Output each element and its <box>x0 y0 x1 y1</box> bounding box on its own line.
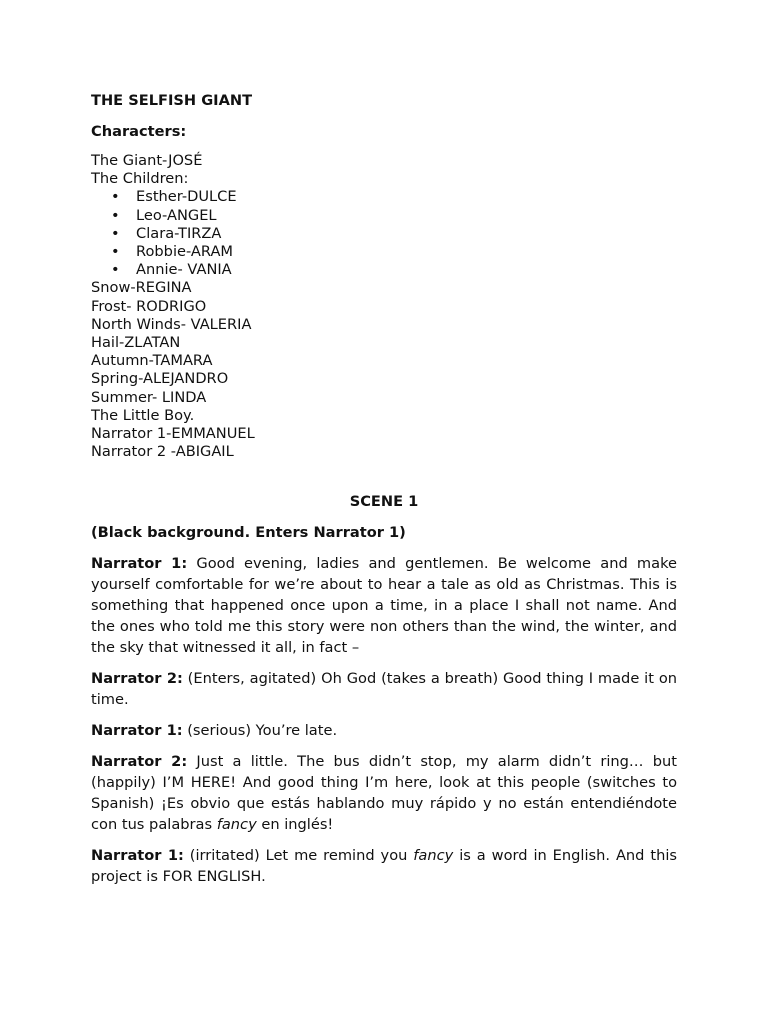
cast-line-children-label: The Children: <box>91 170 189 188</box>
cast-line: Summer- LINDA <box>91 388 207 406</box>
scene-heading: SCENE 1 <box>349 493 419 511</box>
script-page <box>91 90 677 897</box>
child-role: Robbie-ARAM <box>136 243 234 261</box>
cast-line: Narrator 1-EMMANUEL <box>91 425 255 443</box>
bullet-icon: • <box>111 224 120 242</box>
list-item <box>91 225 677 243</box>
cast-line: Autumn-TAMARA <box>91 352 213 370</box>
cast-line-giant: The Giant-JOSÉ <box>91 152 203 169</box>
cast-line: The Little Boy. <box>91 406 195 424</box>
speaker-name: Narrator 2: <box>91 753 188 771</box>
list-item <box>91 261 677 279</box>
dialogue-text: is a word in English. And this project is FOR ENGLISH. <box>91 847 677 886</box>
child-role: Annie- VANIA <box>136 261 232 279</box>
child-role: Clara-TIRZA <box>136 224 222 242</box>
document-title: THE SELFISH GIANT <box>91 92 253 109</box>
cast-line: North Winds- VALERIA <box>91 315 252 333</box>
dialogue-line <box>91 751 677 835</box>
bullet-icon: • <box>111 206 120 224</box>
bullet-icon: • <box>111 188 120 206</box>
dialogue-emphasis: fancy <box>216 816 257 834</box>
dialogue-emphasis: fancy <box>413 847 454 865</box>
characters-heading: Characters: <box>91 123 187 140</box>
dialogue-text: Good evening, ladies and gentlemen. Be welcome and make yourself comfortable for we’re about to hear a tale as old as Christmas. This is something that happened once upon a time, in a place I shall not name. And the ones who told me this story were non others than the wind, the winter, and the sky that witnessed it all, in fact – <box>91 555 678 657</box>
dialogue-text: (serious) You’re late. <box>182 722 338 740</box>
speaker-name: Narrator 1: <box>91 847 184 865</box>
list-item <box>91 188 677 206</box>
dialogue-text: en inglés! <box>256 816 334 834</box>
child-role: Esther-DULCE <box>136 188 237 206</box>
cast-line: Hail-ZLATAN <box>91 334 181 352</box>
dialogue-line <box>91 845 677 887</box>
child-role: Leo-ANGEL <box>136 206 217 224</box>
speaker-name: Narrator 1: <box>91 555 188 573</box>
cast-line: Narrator 2 -ABIGAIL <box>91 443 234 461</box>
cast-line: Frost- RODRIGO <box>91 297 207 315</box>
dialogue-line <box>91 553 677 658</box>
cast-line: Spring-ALEJANDRO <box>91 370 229 388</box>
dialogue-text: (Enters, agitated) Oh God (takes a breath) Good thing I made it on time. <box>91 670 677 709</box>
dialogue-text: Just a little. The bus didn’t stop, my alarm didn’t ring… but (happily) I’M HERE! And good thing I’m here, look at this people (switches to Spanish) ¡Es obvio que estás hablando muy rápido y no están entendiéndote con tus palabras <box>91 753 677 834</box>
stage-direction: (Black background. Enters Narrator 1) <box>91 524 406 542</box>
bullet-icon: • <box>111 243 120 261</box>
cast-line: Snow-REGINA <box>91 279 192 297</box>
speaker-name: Narrator 2: <box>91 670 183 688</box>
dialogue-line <box>91 668 677 710</box>
dialogue-line <box>91 720 677 741</box>
speaker-name: Narrator 1: <box>91 722 183 740</box>
list-item <box>91 207 677 225</box>
dialogue-text: (irritated) Let me remind you <box>183 847 414 865</box>
bullet-icon: • <box>111 261 120 279</box>
list-item <box>91 243 677 261</box>
cast-list <box>91 152 677 461</box>
children-list <box>91 188 677 279</box>
